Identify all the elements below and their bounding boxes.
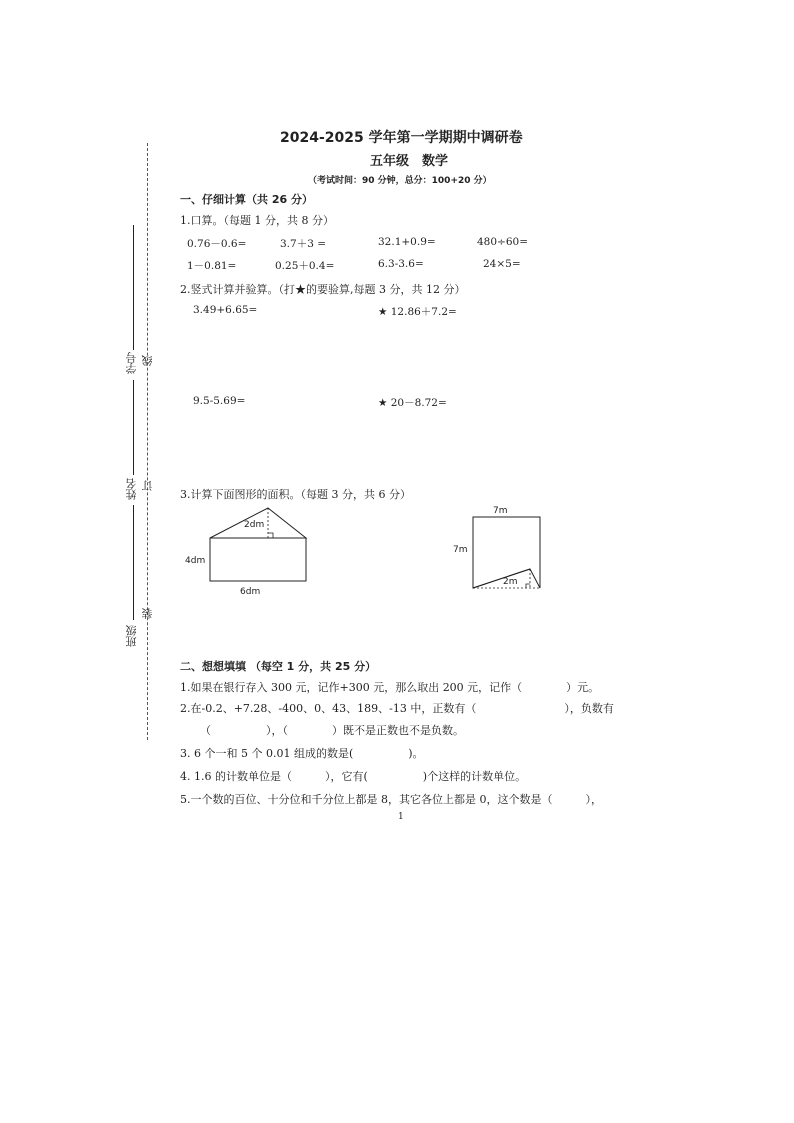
vertical-calc-item: ★ 20－8.72= — [378, 397, 447, 409]
vertical-calc-item: 3.49+6.65= — [193, 304, 258, 316]
vertical-calc-item: ★ 12.86＋7.2= — [378, 306, 457, 318]
fill-q2-line2: （ ），（ ）既不是正数也不是负数。 — [200, 724, 464, 737]
binding-ding-char: 订 — [141, 480, 154, 491]
fill-q4: 4. 1.6 的计数单位是（ ），它有( )个这样的计数单位。 — [180, 770, 527, 783]
oral-calc-item: 1－0.81= — [187, 260, 237, 272]
fig1-bottom-label: 6dm — [240, 587, 261, 597]
class-label: 班级 — [125, 625, 138, 647]
rectangle-shape — [210, 538, 306, 581]
right-angle-mark — [268, 533, 273, 538]
name-label: 姓名 — [125, 478, 138, 500]
q2-label: 2.竖式计算并验算。（打★的要验算,每题 3 分，共 12 分） — [180, 283, 466, 296]
figure-rectangle-with-triangle — [180, 500, 320, 600]
oral-calc-item: 0.76－0.6= — [187, 238, 247, 250]
binding-dashed-line — [147, 143, 148, 740]
section1-heading: 一、仔细计算（共 26 分） — [180, 193, 313, 206]
fill-q2-line1: 2.在-0.2、+7.28、-400、0、43、189、-13 中，正数有（ ），负数有 — [180, 702, 614, 715]
fill-q5: 5.一个数的百位、十分位和千分位上都是 8，其它各位上都是 0，这个数是（ ）， — [180, 793, 602, 806]
page-number: 1 — [398, 812, 404, 822]
oral-calc-item: 0.25＋0.4= — [275, 260, 335, 272]
oral-calc-item: 480÷60= — [477, 236, 528, 248]
exam-title: 2024-2025 学年第一学期期中调研卷 — [280, 130, 523, 146]
fig2-top-label: 7m — [493, 506, 508, 516]
figure-square-with-triangle — [445, 500, 555, 595]
q1-label: 1.口算。（每题 1 分，共 8 分） — [180, 214, 334, 227]
exam-subtitle: 五年级 数学 — [370, 154, 449, 169]
fig1-height-label: 2dm — [244, 520, 265, 530]
binding-line-char: 线 — [141, 355, 154, 366]
oral-calc-item: 24×5= — [483, 258, 521, 270]
binding-zhuang-char: 装 — [141, 608, 154, 619]
oral-calc-item: 32.1+0.9= — [378, 236, 436, 248]
oral-calc-item: 6.3-3.6= — [378, 258, 424, 270]
student-id-label: 学号 — [125, 352, 138, 374]
fig2-side-label: 7m — [453, 545, 468, 555]
name-blank-line — [133, 380, 134, 475]
q3-label: 3.计算下面图形的面积。（每题 3 分，共 6 分） — [180, 488, 411, 501]
class-blank-line — [133, 505, 134, 620]
fig2-inner-label: 2m — [503, 577, 518, 587]
triangle-slant-line — [473, 569, 530, 588]
fig1-side-label: 4dm — [185, 556, 206, 566]
exam-info: （考试时间：90 分钟，总分：100+20 分） — [308, 176, 492, 186]
fill-q3: 3. 6 个一和 5 个 0.01 组成的数是( )。 — [180, 747, 424, 760]
vertical-calc-item: 9.5-5.69= — [193, 395, 246, 407]
fig2-right-angle-mark — [526, 584, 530, 588]
student-id-blank-line — [133, 225, 134, 350]
section2-heading: 二、想想填填 （每空 1 分，共 25 分） — [180, 660, 377, 673]
fill-q1: 1.如果在银行存入 300 元，记作+300 元，那么取出 200 元，记作（ ）元。 — [180, 681, 600, 694]
oral-calc-item: 3.7＋3 = — [280, 238, 327, 250]
